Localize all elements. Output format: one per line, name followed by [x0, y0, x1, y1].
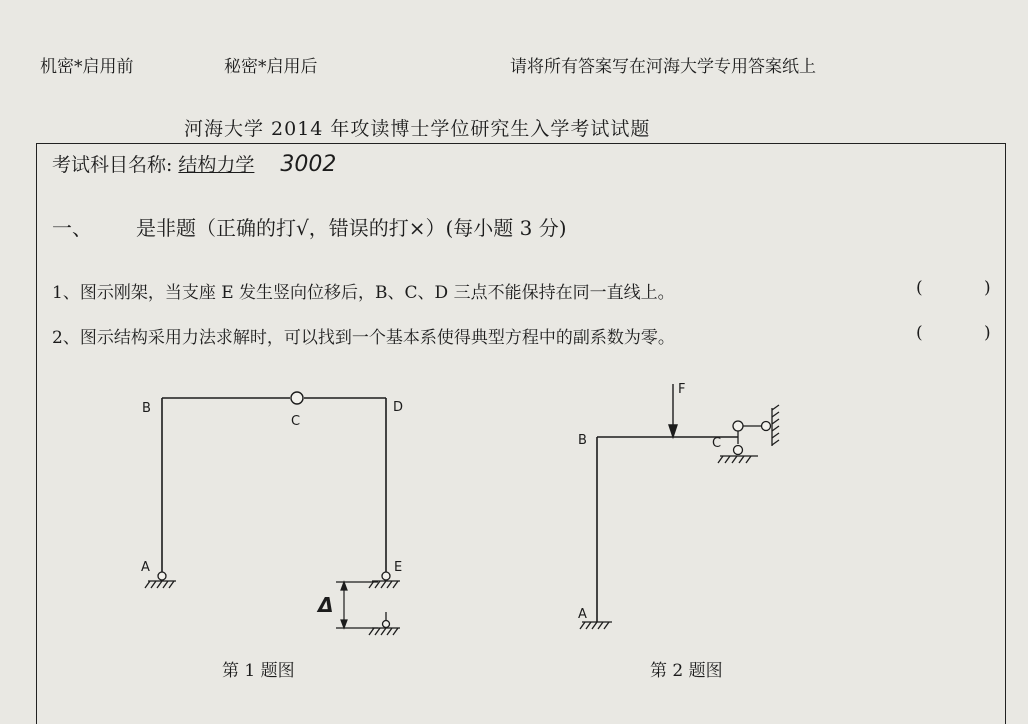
support-E-displaced-icon	[369, 612, 400, 635]
section-number: 一、	[52, 216, 92, 240]
label-A2: A	[578, 607, 587, 622]
displacement-arrow-icon	[336, 582, 378, 628]
support-A2-icon	[580, 622, 612, 629]
figure-1-caption: 第 1 题图	[222, 661, 295, 681]
label-E: E	[394, 560, 403, 575]
answer-blank-2: ( )	[916, 323, 1019, 343]
answer-blank-1: ( )	[916, 278, 1019, 298]
subject-code: 3002	[280, 152, 337, 177]
question-1: 1、图示刚架，当支座 E 发生竖向位移后，B、C、D 三点不能保持在同一直线上。	[52, 283, 675, 303]
hinge-C-icon	[291, 392, 303, 404]
figure-2-caption: 第 2 题图	[650, 661, 723, 681]
header-confidential-before: 机密*启用前	[40, 57, 134, 77]
section-title: 是非题（正确的打√，错误的打×）(每小题 3 分)	[136, 216, 567, 240]
subject-label: 考试科目名称:	[52, 154, 173, 176]
label-C2: C	[712, 436, 722, 451]
label-D: D	[393, 400, 404, 415]
label-F: F	[678, 382, 686, 397]
subject-value: 结构力学	[178, 154, 255, 176]
figure-1-frame	[162, 398, 386, 572]
support-C-icon	[718, 405, 779, 463]
header-instruction: 请将所有答案写在河海大学专用答案纸上	[510, 57, 816, 77]
header-secret-after: 秘密*启用后	[224, 57, 318, 77]
question-2: 2、图示结构采用力法求解时，可以找到一个基本系使得典型方程中的副系数为零。	[52, 328, 675, 348]
exam-title: 河海大学 2014 年攻读博士学位研究生入学考试试题	[184, 118, 651, 140]
label-C: C	[291, 414, 301, 429]
label-B2: B	[578, 433, 587, 448]
label-B: B	[142, 401, 151, 416]
label-delta: Δ	[318, 593, 334, 617]
load-F-arrow-icon	[669, 384, 677, 437]
figure-2-frame	[597, 437, 738, 622]
label-A: A	[141, 560, 150, 575]
